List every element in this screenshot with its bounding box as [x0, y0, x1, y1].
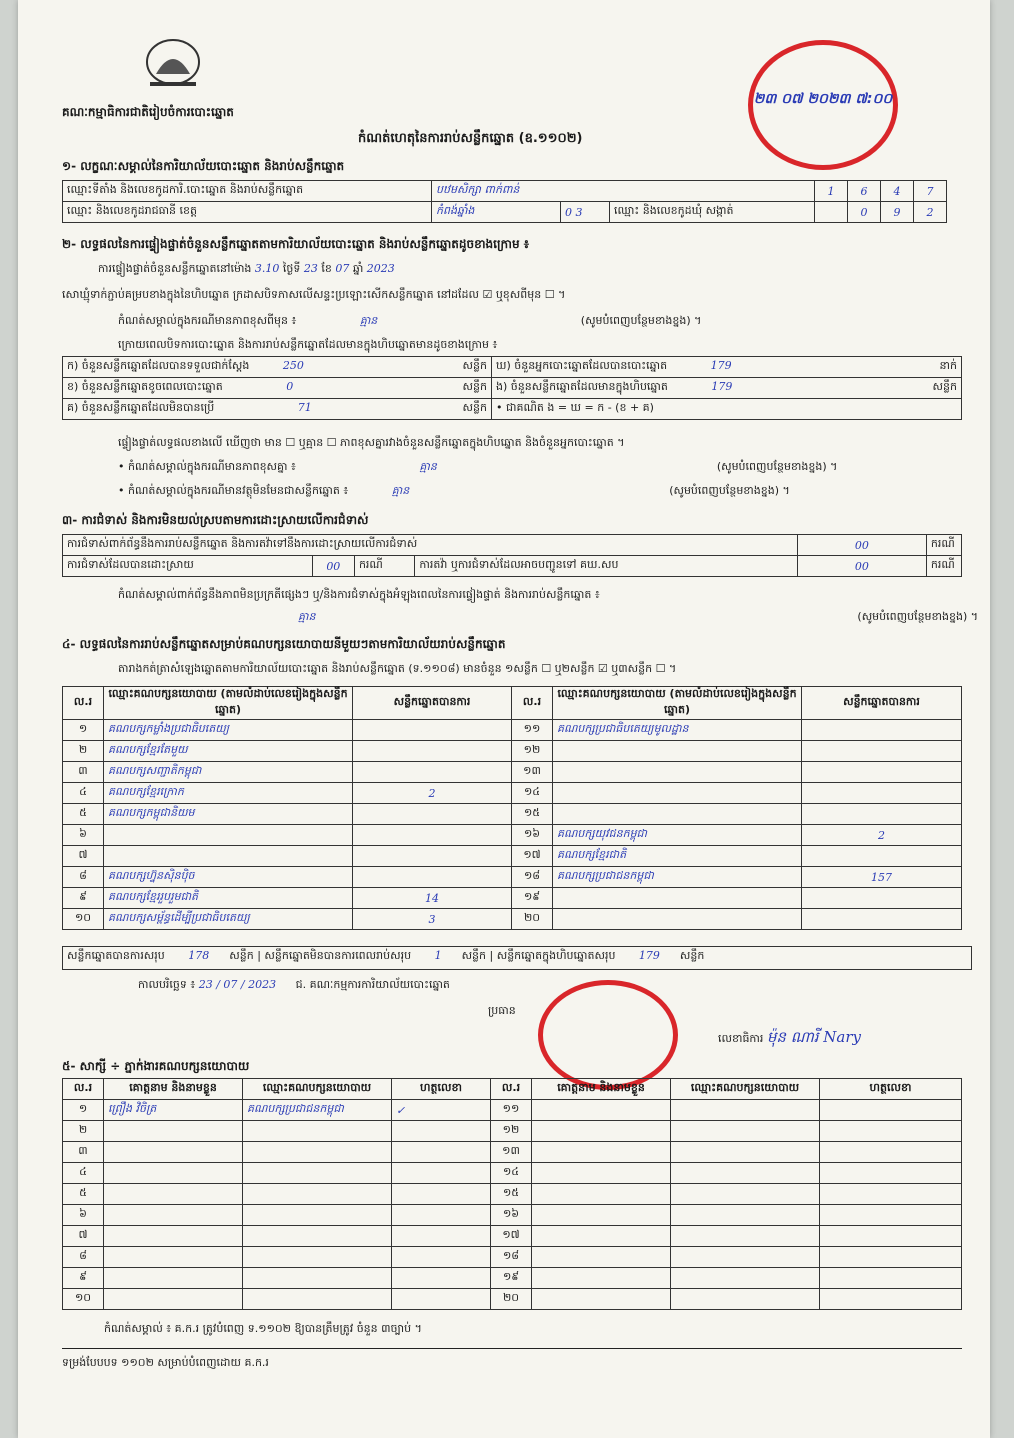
col-votes: សន្លឹកឆ្នោតបានការ — [353, 687, 512, 720]
party-name — [553, 762, 802, 783]
table-row: ៥ គណបក្សកម្ពុជានិយម ១៥ — [63, 804, 962, 825]
formula: • ជាគណិត ង = ឃ = ក - (ខ + គ) — [492, 399, 962, 420]
table-row: ១០ គណបក្សសម្ព័ន្ធដើម្បីប្រជាធិបតេយ្យ 3 ២០ — [63, 909, 962, 930]
witness-row: ៧ ១៧ — [63, 1226, 962, 1247]
station-code-digit: 7 — [914, 181, 947, 202]
table-row: ៧ ១៧ គណបក្សខ្មែរជាតិ — [63, 846, 962, 867]
party-votes — [353, 846, 512, 867]
table-row: ៣ គណបក្សសញ្ជាតិកម្ពុជា ១៣ — [63, 762, 962, 783]
note-foreign-objects: • កំណត់សម្គាល់ក្នុងករណីមានវត្ថុមិនមែនជាសន្លឹកឆ្នោត ៖ គ្មាន (សូមបំពេញបន្ថែមខាងខ្នង) ។ — [118, 484, 790, 497]
province-value: កំពង់ឆ្នាំង — [432, 202, 561, 223]
witness-party — [243, 1268, 392, 1289]
witness-row: ៨ ១៨ — [63, 1247, 962, 1268]
witness-name — [104, 1247, 243, 1268]
witness-party — [243, 1289, 392, 1310]
witness-row: ៦ ១៦ — [63, 1205, 962, 1226]
unused-value: 71 — [297, 401, 312, 414]
in-box-value: 179 — [711, 380, 733, 393]
party-name: គណបក្សប្រជាជនកម្ពុជា — [553, 867, 802, 888]
col-party: ឈ្មោះគណបក្សនយោបាយ (តាមលំដាប់លេខរៀងក្នុងសន្លឹកឆ្នោត) — [104, 687, 353, 720]
section3-heading: ៣- ការជំទាស់ និងការមិនយល់ស្របតាមការដោះស្រាយលើការជំទាស់ — [62, 513, 369, 527]
party-votes — [353, 804, 512, 825]
party-votes — [353, 741, 512, 762]
note-difference: • កំណត់សម្គាល់ក្នុងករណីមានភាពខុសគ្នា ៖ គ្មាន (សូមបំពេញបន្ថែមខាងខ្នង) ។ — [118, 460, 838, 473]
table-row: ២ គណបក្សខ្មែរតែមួយ ១២ — [63, 741, 962, 762]
witness-party — [243, 1247, 392, 1268]
party-votes — [802, 720, 962, 741]
witness-signature: ✓ — [392, 1100, 491, 1121]
party-name: គណបក្សកម្លាំងប្រជាធិបតេយ្យ — [104, 720, 353, 741]
date-day: 23 — [303, 262, 318, 275]
org-name: គណៈកម្មាធិការជាតិរៀបចំការបោះឆ្នោត — [62, 105, 234, 119]
party-votes — [353, 867, 512, 888]
table-row: ៨ គណបក្សហ្វ៊ុនស៊ិនប៉ិច ១៨ គណបក្សប្រជាជនកម្ពុជា 157 — [63, 867, 962, 888]
party-name — [104, 846, 353, 867]
witness-signature — [392, 1163, 491, 1184]
diff-note: កំណត់សម្គាល់ក្នុងករណីមានភាពខុសពីមុន ៖ គ្មាន (សូមបំពេញបន្ថែមខាងខ្នង) ។ — [118, 314, 702, 327]
commune-label: ឈ្មោះ និងលេខកូដឃុំ សង្កាត់ — [610, 202, 815, 223]
party-name: គណបក្សខ្មែរក្រោក — [104, 783, 353, 804]
party-votes — [802, 909, 962, 930]
party-name — [553, 741, 802, 762]
sign-date-line: កាលបរិច្ឆេទ ៖ 23 / 07 / 2023 ជ. គណៈកម្មការការិយាល័យបោះឆ្នោត — [138, 978, 450, 991]
witness-name — [104, 1163, 243, 1184]
count-table: ក) ចំនួនសន្លឹកឆ្នោតដែលបានទទួលជាក់ស្តែង 250 សន្លឹក ឃ) ចំនួនអ្នកបោះឆ្នោតដែលបានបោះឆ្នោត 179 នាក់ ខ) ចំនួនសន្លឹកឆ្នោតខូចពេលបោះឆ្នោត 0 សន្លឹក ង) ចំនួនសន្លឹកឆ្នោតដែលមានក្នុងហិបឆ្នោត 179 សន្លឹក គ) ចំនួនសន្លឹកឆ្នោតដែលមិនបានប្រើ 71 សន្លឹក • ជាគណិត ង = ឃ = ក - (ខ + គ) — [62, 356, 962, 420]
section4-heading: ៤- លទ្ធផលនៃការរាប់សន្លឹកឆ្នោតសម្រាប់គណបក្សនយោបាយនីមួយៗតាមការិយាល័យរាប់សន្លឹកឆ្នោត — [62, 637, 506, 651]
station-code-digit: 1 — [815, 181, 848, 202]
section5-note: កំណត់សម្គាល់ ៖ គ.ក.រ ត្រូវបំពេញ ទ.១១០២ ឱ្យបានត្រឹមត្រូវ ចំនួន ៣ច្បាប់ ។ — [104, 1322, 422, 1335]
stamp-handwriting: ២៣ ០៧ ២០២៣ ៧:០០ — [753, 91, 893, 107]
totals-line: សន្លឹកឆ្នោតបានការសរុប 178 សន្លឹក | សន្លឹកឆ្នោតមិនបានការពេលរាប់សរុប 1 សន្លឹក | សន្លឹកឆ្នោតក្នុងហិបឆ្នោតសរុប 179 សន្លឹក — [62, 946, 972, 970]
witness-row: ១០ ២០ — [63, 1289, 962, 1310]
witness-signature — [392, 1121, 491, 1142]
time-value: 3.10 — [254, 262, 280, 275]
seal-line: សោឃ្មុំទាក់ភ្ជាប់គម្របខាងក្នុងនៃហិបឆ្នោត ក្រដាសបិទភាសលើសន្ទះប្រឡោះសើកសន្លឹកឆ្នោត នៅដដែល ☑ ឬខុសពីមុន ☐ ។ — [62, 288, 566, 301]
party-votes: 157 — [802, 867, 962, 888]
party-votes: 14 — [353, 888, 512, 909]
table-row: ១ គណបក្សកម្លាំងប្រជាធិបតេយ្យ ១១ គណបក្សប្រជាធិបតេយ្យមូលដ្ឋាន — [63, 720, 962, 741]
witness-name — [104, 1184, 243, 1205]
party-name — [553, 804, 802, 825]
witness-signature — [392, 1268, 491, 1289]
chair-label: ប្រធាន — [488, 1004, 516, 1017]
party-votes: 2 — [353, 783, 512, 804]
commune-code-digit: 2 — [914, 202, 947, 223]
party-votes: 2 — [802, 825, 962, 846]
party-name: គណបក្សហ្វ៊ុនស៊ិនប៉ិច — [104, 867, 353, 888]
party-name — [104, 825, 353, 846]
section1-table — [62, 180, 947, 223]
station-code-digit: 4 — [881, 181, 914, 202]
verify-time-line: ការផ្ទៀងផ្ទាត់ចំនួនសន្លឹកឆ្នោតនៅម៉ោង 3.10 ថ្ងៃទី 23 ខែ 07 ឆ្នាំ 2023 — [98, 262, 395, 275]
count-intro: ក្រោយពេលបិទការបោះឆ្នោត និងការរាប់សន្លឹកឆ្នោតដែលមានក្នុងហិបឆ្នោតមានដូចខាងក្រោម ៖ — [118, 338, 498, 351]
witness-row: ១ ព្រឿង វិចិត្រ គណបក្សប្រជាជនកម្ពុជា ✓ ១១ — [63, 1100, 962, 1121]
party-name: គណបក្សសញ្ជាតិកម្ពុជា — [104, 762, 353, 783]
col-no: ល.រ — [63, 687, 104, 720]
irregularity-value-line: គ្មាន (សូមបំពេញបន្ថែមខាងខ្នង) ។ — [298, 610, 978, 623]
referred-value: 00 — [797, 556, 926, 577]
party-name: គណបក្សយុវជនកម្ពុជា — [553, 825, 802, 846]
witness-party — [243, 1184, 392, 1205]
col-no: ល.រ — [512, 687, 553, 720]
complaints-total: 00 — [797, 535, 926, 556]
witness-party — [243, 1121, 392, 1142]
party-name — [553, 888, 802, 909]
party-votes — [802, 741, 962, 762]
party-name: គណបក្សប្រជាធិបតេយ្យមូលដ្ឋាន — [553, 720, 802, 741]
station-value: បឋមសិក្សា ពាក់ពាន់ — [432, 181, 815, 202]
party-name: គណបក្សខ្មែរជាតិ — [553, 846, 802, 867]
emblem-logo — [138, 34, 208, 94]
table-row: ៤ គណបក្សខ្មែរក្រោក 2 ១៤ — [63, 783, 962, 804]
witness-party — [243, 1205, 392, 1226]
resolved-value: 00 — [312, 556, 354, 577]
official-stamp-bottom — [538, 980, 678, 1090]
spoiled-value: 0 — [286, 380, 294, 393]
witness-signature — [392, 1247, 491, 1268]
date-month: 07 — [335, 262, 350, 275]
party-name — [553, 909, 802, 930]
compare-line: ផ្ទៀងផ្ទាត់លទ្ធផលខាងលើ ឃើញថា មាន ☐ ឬគ្មាន ☐ ភាពខុសគ្នារវាងចំនួនសន្លឹកឆ្នោតក្នុងហិបឆ្នោត និងចំនួនអ្នកបោះឆ្នោត ។ — [118, 436, 625, 449]
official-stamp-top — [748, 40, 898, 170]
witness-party — [243, 1163, 392, 1184]
party-votes — [802, 846, 962, 867]
witness-party — [243, 1226, 392, 1247]
witness-name: ព្រឿង វិចិត្រ — [104, 1100, 243, 1121]
witness-signature — [392, 1205, 491, 1226]
station-label: ឈ្មោះទីតាំង និងលេខកូដការិ.បោះឆ្នោត និងរាប់សន្លឹកឆ្នោត — [63, 181, 432, 202]
witness-signature — [392, 1226, 491, 1247]
witness-name — [104, 1268, 243, 1289]
table-row: ៦ ១៦ គណបក្សយុវជនកម្ពុជា 2 — [63, 825, 962, 846]
commune-code-digit: 9 — [881, 202, 914, 223]
party-name: គណបក្សខ្មែរតែមួយ — [104, 741, 353, 762]
station-code-digit: 6 — [848, 181, 881, 202]
col-votes: សន្លឹកឆ្នោតបានការ — [802, 687, 962, 720]
witness-row: ២ ១២ — [63, 1121, 962, 1142]
table-row: ៩ គណបក្សខ្មែររួបរួមជាតិ 14 ១៩ — [63, 888, 962, 909]
box-total: 179 — [638, 949, 660, 962]
witness-row: ៤ ១៤ — [63, 1163, 962, 1184]
section2-heading: ២- លទ្ធផលនៃការផ្ទៀងផ្ទាត់ចំនួនសន្លឹកឆ្នោតតាមការិយាល័យបោះឆ្នោត និងរាប់សន្លឹកឆ្នោតដូចខាងក្រោម ៖ — [62, 237, 530, 251]
section1-heading: ១- លក្ខណៈសម្គាល់នៃការិយាល័យបោះឆ្នោត និងរាប់សន្លឹកឆ្នោត — [62, 159, 345, 173]
irregularity-note: កំណត់សម្គាល់ពាក់ព័ន្ធនឹងភាពមិនប្រក្រតីផ្សេងៗ ឬ/និងការជំទាស់ក្នុងអំឡុងពេលនៃការផ្ទៀងផ្ទាត់ និងការរាប់សន្លឹកឆ្នោត ៖ — [118, 588, 600, 601]
party-name: គណបក្សកម្ពុជានិយម — [104, 804, 353, 825]
valid-total: 178 — [188, 949, 210, 962]
col-party: ឈ្មោះគណបក្សនយោបាយ (តាមលំដាប់លេខរៀងក្នុងសន្លឹកឆ្នោត) — [553, 687, 802, 720]
witness-name — [104, 1142, 243, 1163]
witness-signature — [392, 1289, 491, 1310]
section5-heading: ៥- សាក្សី ÷ ភ្នាក់ងារគណបក្សនយោបាយ — [62, 1059, 250, 1073]
results-table — [62, 686, 962, 930]
party-votes — [353, 720, 512, 741]
witness-party: គណបក្សប្រជាជនកម្ពុជា — [243, 1100, 392, 1121]
witness-table: ល.រ គោត្តនាម និងនាមខ្លួន ឈ្មោះគណបក្សនយោបាយ ហត្ថលេខា ល.រ គោត្តនាម និងនាមខ្លួន ឈ្មោះគណបក្សនយោបាយ ហត្ថលេខា ១ ព្រឿង វិចិត្រ គណបក្សប្រជាជនកម្ពុជា ✓ ១១ ២ ១២ ៣ ១៣ ៤ ១៤ ៥ ១៥ ៦ ១៦ ៧ ១៧ ៨ ១៨ ៩ ១៩ ១០ ២០ — [62, 1078, 962, 1310]
party-votes — [802, 804, 962, 825]
commune-code-digit: 0 — [848, 202, 881, 223]
province-label: ឈ្មោះ និងលេខកូដរាជធានី ខេត្ត — [63, 202, 432, 223]
party-votes — [802, 783, 962, 804]
province-code: 0 3 — [561, 202, 610, 223]
invalid-total: 1 — [434, 949, 442, 962]
witness-name — [104, 1121, 243, 1142]
party-votes — [802, 888, 962, 909]
witness-name — [104, 1289, 243, 1310]
witness-row: ៩ ១៩ — [63, 1268, 962, 1289]
witness-name — [104, 1205, 243, 1226]
secretary-line: លេខាធិការ ម៉ុន ណារី Nary — [718, 1028, 862, 1046]
witness-name — [104, 1226, 243, 1247]
witness-party — [243, 1142, 392, 1163]
complaints-table: ការជំទាស់ពាក់ព័ន្ធនឹងការរាប់សន្លឹកឆ្នោត និងការតវ៉ាទៅនឹងការដោះស្រាយលើការជំទាស់ 00 ករណី ការជំទាស់ដែលបានដោះស្រាយ 00 ករណី ការតវ៉ា ឬការជំទាស់ដែលអាចបញ្ជូនទៅ គឃ.សប 00 ករណី — [62, 534, 962, 577]
sign-date: 23 / 07 / 2023 — [198, 978, 277, 991]
party-votes — [802, 762, 962, 783]
witness-row: ៥ ១៥ — [63, 1184, 962, 1205]
voters-value: 179 — [710, 359, 732, 372]
party-votes — [353, 825, 512, 846]
date-year: 2023 — [366, 262, 395, 275]
form-sheet — [18, 0, 990, 1438]
secretary-signature: ម៉ុន ណារី Nary — [766, 1028, 862, 1046]
section4-intro: តារាងកត់ត្រាសំឡេងឆ្នោតតាមការិយាល័យបោះឆ្នោត និងរាប់សន្លឹកឆ្នោត (ទ.១១០៨) មានចំនួន ១សន្លឹក ☐ ឬ២សន្លឹក ☑ ឬ៣សន្លឹក ☐ ។ — [118, 662, 677, 675]
witness-signature — [392, 1142, 491, 1163]
party-votes — [353, 762, 512, 783]
party-name: គណបក្សសម្ព័ន្ធដើម្បីប្រជាធិបតេយ្យ — [104, 909, 353, 930]
party-name: គណបក្សខ្មែររួបរួមជាតិ — [104, 888, 353, 909]
diff-note-value: គ្មាន — [359, 314, 378, 327]
party-votes: 3 — [353, 909, 512, 930]
witness-signature — [392, 1184, 491, 1205]
footer-text: ទម្រង់បែបបទ ១១០២ សម្រាប់បំពេញដោយ គ.ក.រ — [62, 1356, 269, 1369]
party-name — [553, 783, 802, 804]
witness-row: ៣ ១៣ — [63, 1142, 962, 1163]
received-value: 250 — [282, 359, 304, 372]
form-title: កំណត់ហេតុនៃការរាប់សន្លឹកឆ្នោត (ឧ.១១០២) — [358, 131, 583, 146]
footer-divider — [62, 1348, 962, 1349]
